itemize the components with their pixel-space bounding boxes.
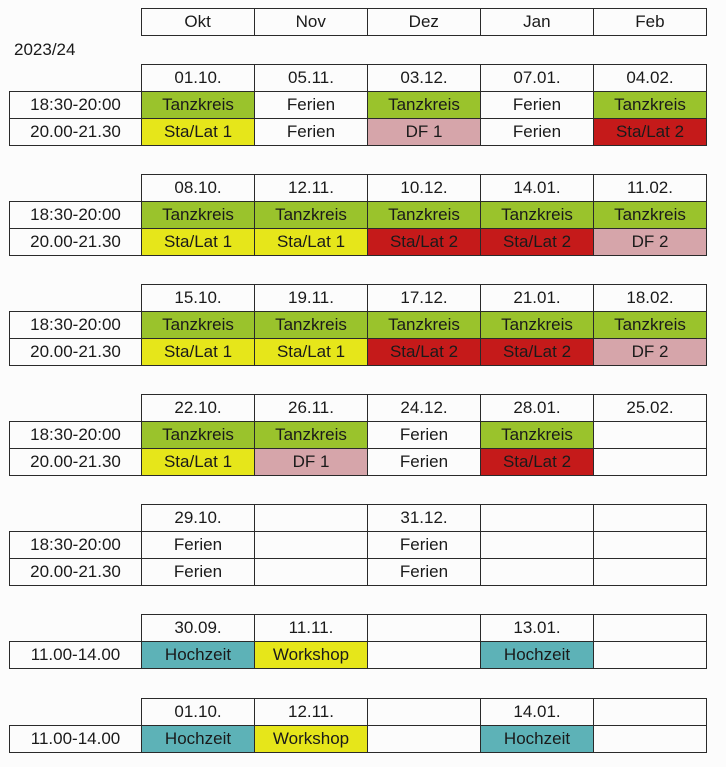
time-slot-label: 11.00-14.00 — [10, 726, 142, 753]
event-cell: Workshop — [255, 642, 368, 669]
date-cell: 17.12. — [368, 285, 481, 312]
schedule-block-4 — [9, 394, 707, 476]
date-row-spacer — [10, 615, 142, 642]
event-cell: Sta/Lat 2 — [481, 229, 594, 256]
date-cell: 29.10. — [142, 505, 255, 532]
event-cell — [255, 559, 368, 586]
event-cell: Tanzkreis — [594, 92, 707, 119]
event-cell: Tanzkreis — [594, 312, 707, 339]
month-nov: Nov — [254, 9, 367, 36]
event-cell: DF 2 — [594, 229, 707, 256]
event-cell: Tanzkreis — [481, 202, 594, 229]
event-cell: Tanzkreis — [481, 422, 594, 449]
date-cell — [594, 615, 707, 642]
event-cell — [368, 642, 481, 669]
event-cell: Sta/Lat 2 — [481, 449, 594, 476]
date-cell: 31.12. — [368, 505, 481, 532]
event-cell: Ferien — [368, 559, 481, 586]
date-row-spacer — [10, 285, 142, 312]
date-row-spacer — [10, 505, 142, 532]
time-slot-row — [10, 422, 707, 449]
date-cell: 15.10. — [142, 285, 255, 312]
event-cell — [594, 559, 707, 586]
event-cell: Hochzeit — [481, 642, 594, 669]
event-cell: Sta/Lat 2 — [368, 229, 481, 256]
event-cell — [594, 642, 707, 669]
date-cell: 11.11. — [255, 615, 368, 642]
event-cell: Sta/Lat 1 — [142, 229, 255, 256]
time-slot-label: 18:30-20:00 — [10, 312, 142, 339]
event-cell: Tanzkreis — [142, 422, 255, 449]
time-slot-row — [10, 339, 707, 366]
event-cell: Ferien — [255, 119, 368, 146]
event-cell: Ferien — [142, 532, 255, 559]
date-cell — [368, 615, 481, 642]
event-cell: Sta/Lat 1 — [255, 229, 368, 256]
event-cell: Hochzeit — [481, 726, 594, 753]
date-cell: 01.10. — [142, 699, 255, 726]
date-cell: 19.11. — [255, 285, 368, 312]
event-cell: Sta/Lat 1 — [142, 119, 255, 146]
date-row — [10, 65, 707, 92]
event-cell: Tanzkreis — [481, 312, 594, 339]
event-cell — [481, 532, 594, 559]
schedule-block-6 — [9, 614, 707, 669]
date-row — [10, 505, 707, 532]
event-cell: Tanzkreis — [255, 422, 368, 449]
date-row — [10, 175, 707, 202]
date-cell — [481, 505, 594, 532]
event-cell: Ferien — [481, 92, 594, 119]
time-slot-row — [10, 726, 707, 753]
schedule-block-3 — [9, 284, 707, 366]
event-cell: Tanzkreis — [368, 92, 481, 119]
time-slot-row — [10, 229, 707, 256]
month-feb: Feb — [593, 9, 706, 36]
date-cell: 14.01. — [481, 699, 594, 726]
event-cell: Sta/Lat 1 — [255, 339, 368, 366]
event-cell: Tanzkreis — [594, 202, 707, 229]
date-cell: 10.12. — [368, 175, 481, 202]
event-cell: Tanzkreis — [142, 202, 255, 229]
date-cell: 07.01. — [481, 65, 594, 92]
schedule-block-2 — [9, 174, 707, 256]
event-cell: Sta/Lat 2 — [368, 339, 481, 366]
date-cell: 12.11. — [255, 175, 368, 202]
time-slot-row — [10, 559, 707, 586]
event-cell: Hochzeit — [142, 642, 255, 669]
event-cell — [594, 726, 707, 753]
event-cell: Workshop — [255, 726, 368, 753]
event-cell: Tanzkreis — [368, 202, 481, 229]
schedule-block-5 — [9, 504, 707, 586]
event-cell: Sta/Lat 1 — [142, 339, 255, 366]
event-cell: Sta/Lat 2 — [481, 339, 594, 366]
event-cell: Ferien — [255, 92, 368, 119]
time-slot-label: 18:30-20:00 — [10, 532, 142, 559]
date-cell: 11.02. — [594, 175, 707, 202]
time-slot-row — [10, 532, 707, 559]
date-row-spacer — [10, 395, 142, 422]
time-slot-row — [10, 642, 707, 669]
date-row-spacer — [10, 175, 142, 202]
date-cell — [594, 505, 707, 532]
date-cell — [368, 699, 481, 726]
month-header-row — [9, 9, 707, 36]
time-slot-label: 18:30-20:00 — [10, 422, 142, 449]
time-slot-label: 11.00-14.00 — [10, 642, 142, 669]
event-cell: Hochzeit — [142, 726, 255, 753]
date-cell: 14.01. — [481, 175, 594, 202]
date-cell: 26.11. — [255, 395, 368, 422]
event-cell: Tanzkreis — [368, 312, 481, 339]
date-cell: 03.12. — [368, 65, 481, 92]
date-row — [10, 615, 707, 642]
date-row — [10, 395, 707, 422]
date-cell: 24.12. — [368, 395, 481, 422]
date-cell: 04.02. — [594, 65, 707, 92]
time-slot-label: 20.00-21.30 — [10, 559, 142, 586]
time-slot-label: 20.00-21.30 — [10, 449, 142, 476]
date-cell — [594, 699, 707, 726]
date-row-spacer — [10, 699, 142, 726]
event-cell — [594, 449, 707, 476]
event-cell: Sta/Lat 2 — [594, 119, 707, 146]
time-slot-row — [10, 312, 707, 339]
event-cell — [255, 532, 368, 559]
event-cell — [368, 726, 481, 753]
date-cell: 30.09. — [142, 615, 255, 642]
date-row-spacer — [10, 65, 142, 92]
event-cell: Ferien — [142, 559, 255, 586]
season-year: 2023/24 — [14, 40, 76, 59]
event-cell: Tanzkreis — [255, 312, 368, 339]
schedule-block-7 — [9, 698, 707, 753]
date-cell: 13.01. — [481, 615, 594, 642]
date-cell: 01.10. — [142, 65, 255, 92]
event-cell: DF 1 — [368, 119, 481, 146]
date-row — [10, 285, 707, 312]
event-cell: DF 1 — [255, 449, 368, 476]
event-cell: Ferien — [368, 422, 481, 449]
time-slot-row — [10, 202, 707, 229]
date-cell: 25.02. — [594, 395, 707, 422]
event-cell: Ferien — [481, 119, 594, 146]
date-cell: 28.01. — [481, 395, 594, 422]
schedule-block-1 — [9, 64, 707, 146]
event-cell: Sta/Lat 1 — [142, 449, 255, 476]
date-cell: 22.10. — [142, 395, 255, 422]
date-row — [10, 699, 707, 726]
event-cell: Tanzkreis — [142, 312, 255, 339]
date-cell: 12.11. — [255, 699, 368, 726]
event-cell: DF 2 — [594, 339, 707, 366]
header-spacer — [9, 9, 141, 36]
event-cell — [481, 559, 594, 586]
event-cell: Ferien — [368, 449, 481, 476]
time-slot-label: 18:30-20:00 — [10, 202, 142, 229]
date-cell: 18.02. — [594, 285, 707, 312]
date-cell: 21.01. — [481, 285, 594, 312]
month-okt: Okt — [141, 9, 254, 36]
time-slot-label: 20.00-21.30 — [10, 229, 142, 256]
month-header-table — [9, 8, 707, 36]
event-cell — [594, 422, 707, 449]
time-slot-row — [10, 119, 707, 146]
date-cell — [255, 505, 368, 532]
time-slot-row — [10, 92, 707, 119]
event-cell: Tanzkreis — [142, 92, 255, 119]
date-cell: 05.11. — [255, 65, 368, 92]
date-cell: 08.10. — [142, 175, 255, 202]
month-jan: Jan — [480, 9, 593, 36]
event-cell — [594, 532, 707, 559]
event-cell: Tanzkreis — [255, 202, 368, 229]
time-slot-label: 18:30-20:00 — [10, 92, 142, 119]
time-slot-row — [10, 449, 707, 476]
month-dez: Dez — [367, 9, 480, 36]
time-slot-label: 20.00-21.30 — [10, 119, 142, 146]
event-cell: Ferien — [368, 532, 481, 559]
time-slot-label: 20.00-21.30 — [10, 339, 142, 366]
